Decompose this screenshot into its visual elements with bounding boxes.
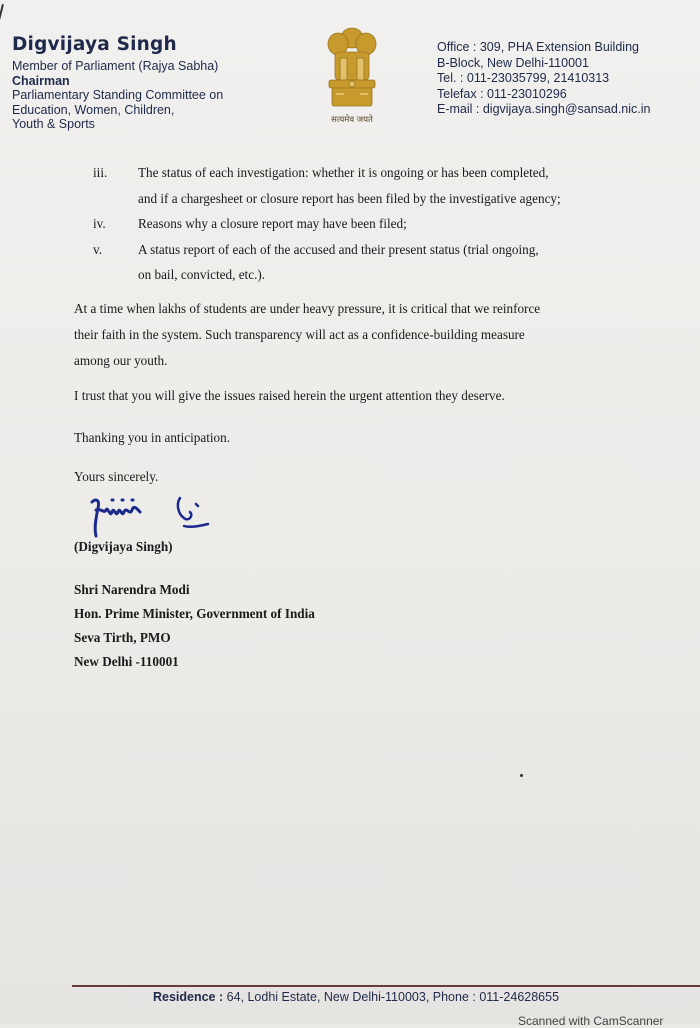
paragraph-line: their faith in the system. Such transparency will act as a confidence-building measure — [74, 327, 525, 342]
list-item — [93, 160, 653, 211]
list-item-line: Reasons why a closure report may have been filed; — [138, 216, 407, 231]
sender-title-4: Education, Women, Children, — [12, 102, 175, 117]
ink-speck — [520, 774, 523, 777]
sender-title-1: Member of Parliament (Rajya Sabha) — [12, 59, 219, 73]
addressee-line: Shri Narendra Modi — [74, 582, 190, 597]
office-address: Office : 309, PHA Extension Building — [437, 40, 639, 54]
addressee-line: Hon. Prime Minister, Government of India — [74, 606, 315, 621]
points-list — [93, 160, 653, 288]
list-item-number: v. — [93, 241, 103, 257]
paragraph-line: among our youth. — [74, 353, 168, 368]
list-item-number: iv. — [93, 216, 106, 231]
corner-pen-mark — [0, 4, 4, 51]
list-item-line: and if a chargesheet or closure report has been filed by the investigative agency; — [138, 190, 561, 206]
paragraph-pressure — [74, 296, 644, 374]
list-item — [93, 237, 653, 288]
office-telefax: Telefax : 011-23010296 — [437, 86, 567, 101]
footer-residence — [0, 990, 700, 1004]
handwritten-signature — [84, 488, 224, 544]
residence-text: 64, Lodhi Estate, New Delhi-110003, Phone : 011-24628655 — [223, 990, 560, 1004]
office-tel: Tel. : 011-23035799, 21410313 — [437, 71, 610, 85]
footer-divider — [72, 985, 700, 987]
office-block: B-Block, New Delhi-110001 — [437, 55, 589, 70]
letterhead-right — [437, 40, 699, 118]
sender-title-2: Chairman — [12, 73, 70, 88]
paragraph-trust: I trust that you will give the issues raised herein the urgent attention they deserve. — [74, 388, 505, 403]
paragraph-line: At a time when lakhs of students are under heavy pressure, it is critical that we reinforce — [74, 301, 541, 316]
residence-label: Residence : — [152, 990, 224, 1004]
letterhead-left — [12, 34, 312, 132]
national-emblem-icon — [316, 22, 388, 134]
addressee-line: Seva Tirth, PMO — [74, 630, 171, 645]
sender-title-3: Parliamentary Standing Committee on — [12, 88, 224, 102]
list-item-number: iii. — [93, 165, 108, 180]
sender-name: Digvijaya Singh — [12, 34, 177, 55]
paragraph-thanks: Thanking you in anticipation. — [74, 430, 231, 445]
scanner-watermark: Scanned with CamScanner — [518, 1014, 664, 1028]
addressee-line: New Delhi -110001 — [74, 654, 179, 669]
list-item-line: on bail, convicted, etc.). — [138, 267, 266, 282]
office-email: E-mail : digvijaya.singh@sansad.nic.in — [437, 102, 651, 116]
list-item — [93, 211, 653, 237]
addressee-block — [74, 578, 474, 674]
emblem-motto: सत्यमेव जयते — [331, 115, 373, 125]
sender-title-5: Youth & Sports — [12, 117, 95, 131]
closing-salutation: Yours sincerely. — [74, 469, 159, 484]
signer-name: (Digvijaya Singh) — [74, 539, 173, 554]
list-item-line: The status of each investigation: whether it is ongoing or has been completed, — [138, 165, 549, 180]
list-item-line: A status report of each of the accused and their present status (trial ongoing, — [138, 241, 539, 257]
emblem-graphic — [316, 22, 388, 114]
